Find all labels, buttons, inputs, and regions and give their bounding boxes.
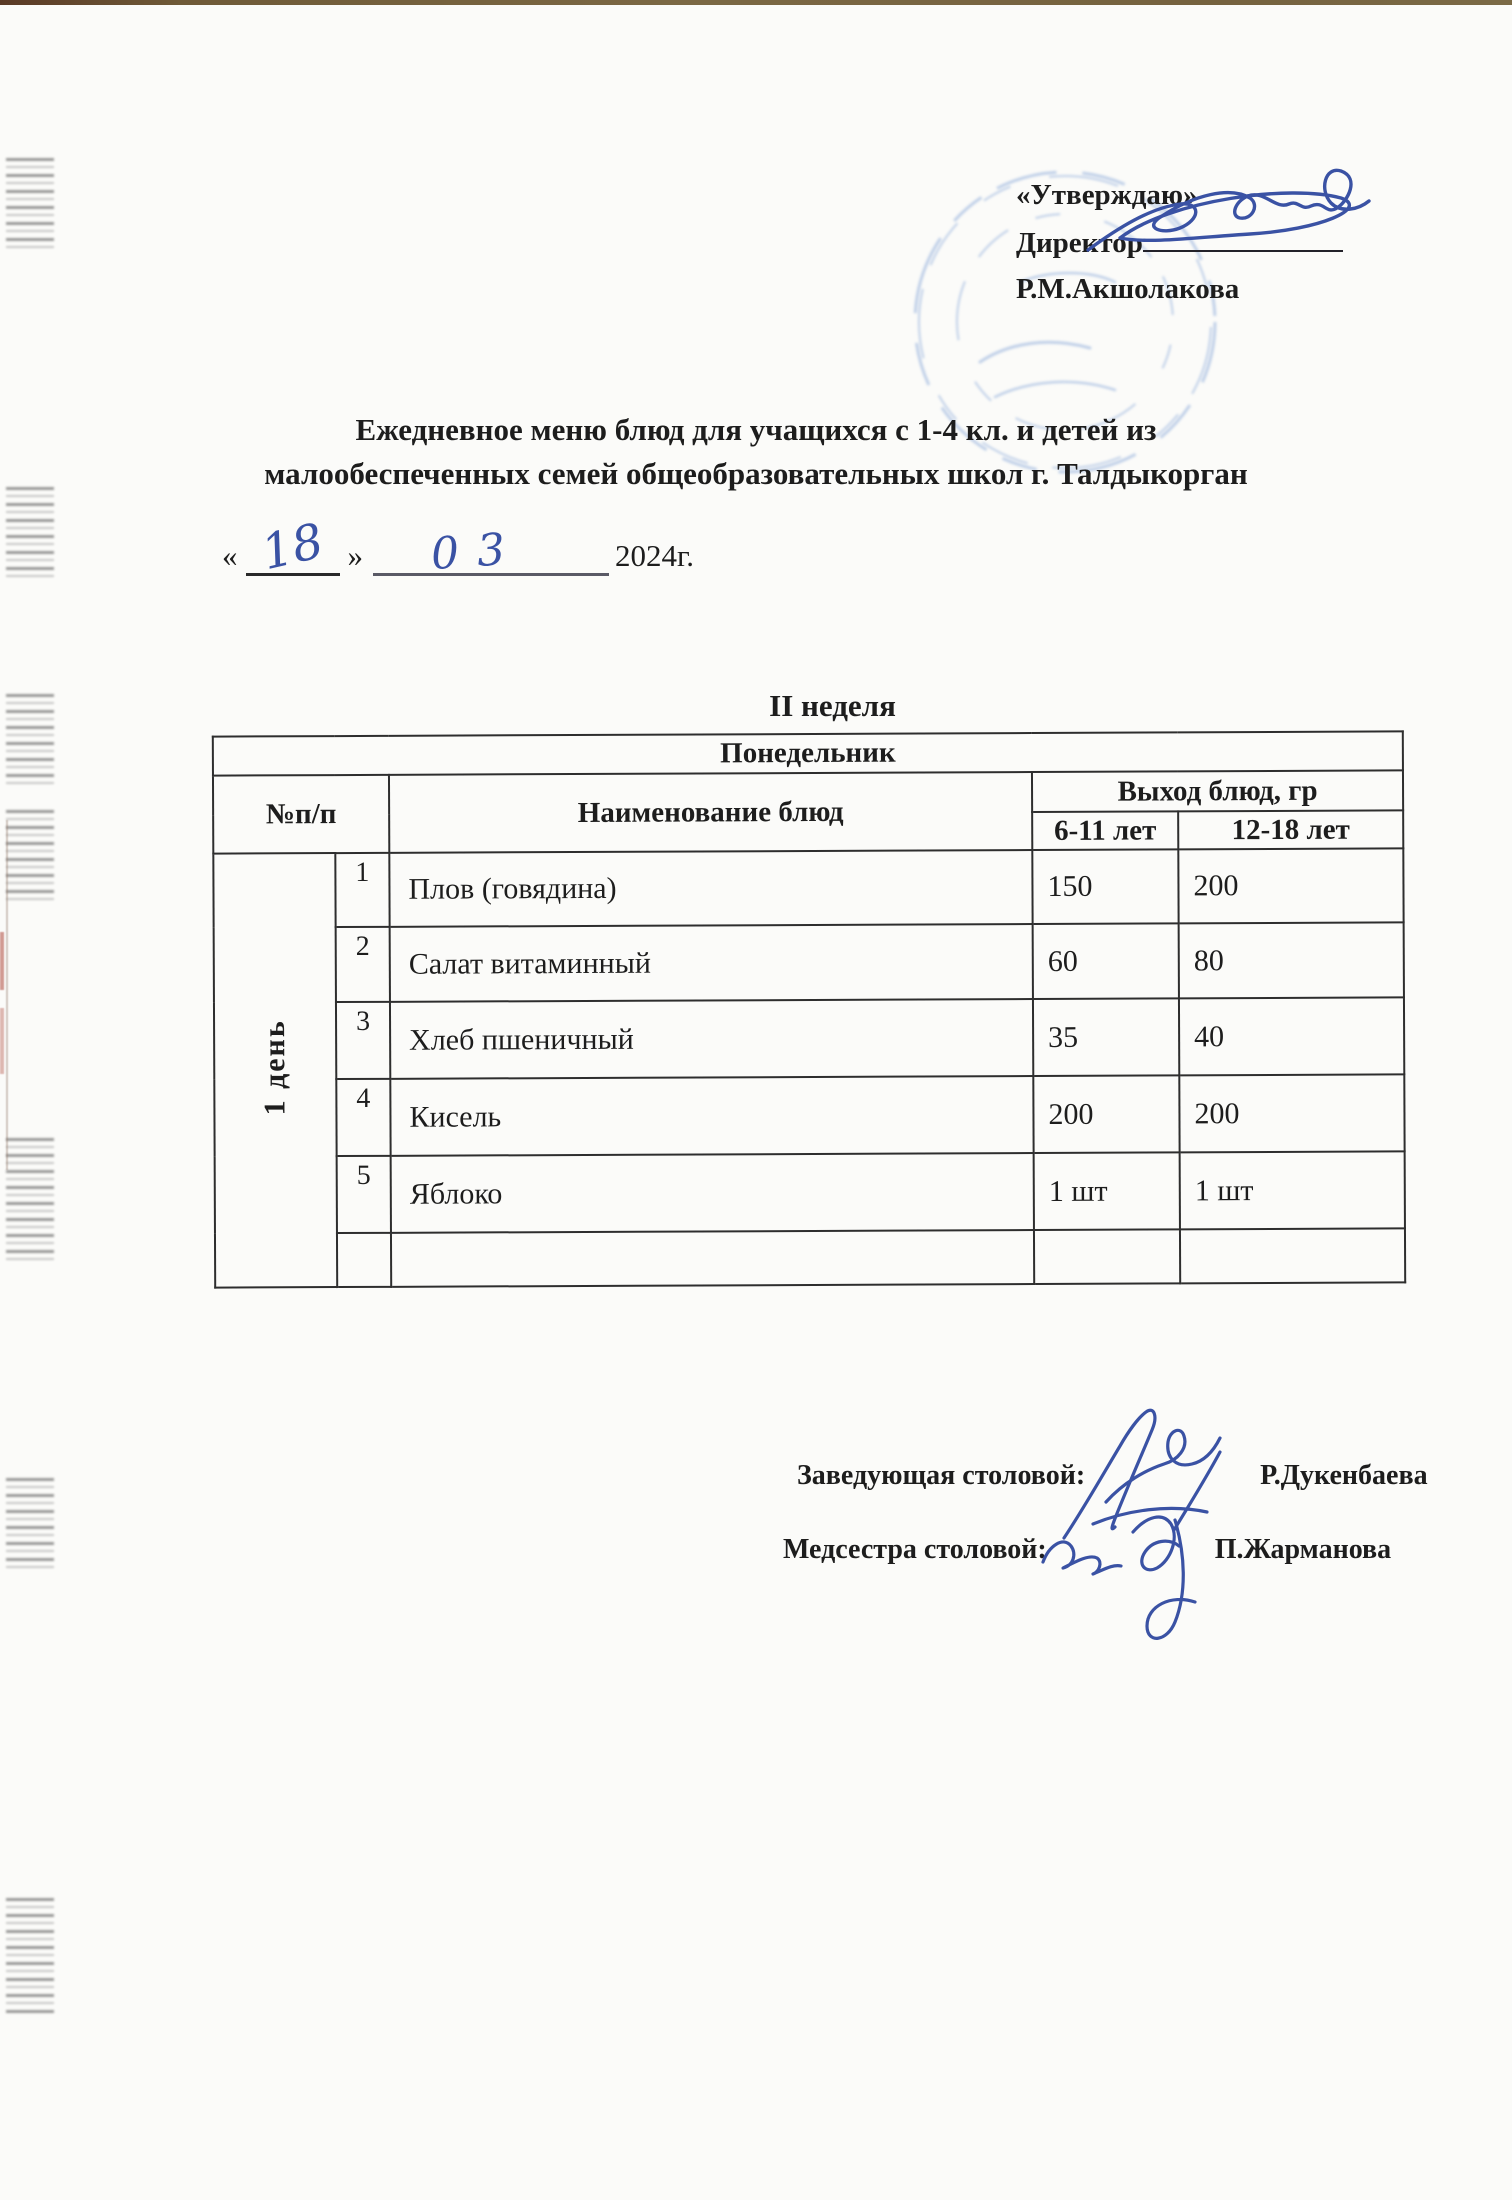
col-header-yield: Выход блюд, гр [1032, 770, 1403, 812]
table-row [214, 922, 1404, 1002]
yield-12-18-cell [1180, 1228, 1405, 1283]
yield-6-11-cell [1034, 1229, 1180, 1284]
yield-12-18-cell: 200 [1179, 1074, 1404, 1152]
row-number-cell: 4 [336, 1079, 390, 1156]
signature-role: Медсестра столовой: [783, 1534, 1047, 1565]
scan-top-edge [0, 0, 1512, 5]
yield-6-11-cell: 60 [1033, 923, 1179, 999]
yield-12-18-cell: 200 [1178, 848, 1403, 923]
scan-binding-artifact [6, 158, 54, 254]
approval-name: Р.М.Акшолакова [1016, 273, 1240, 305]
signature-row-nurse [783, 1520, 1391, 1580]
scan-binding-artifact [6, 1898, 54, 2016]
row-number-cell: 1 [335, 853, 389, 927]
approval-role: Директор [1016, 227, 1143, 259]
col-header-number: №п/п [213, 775, 389, 854]
dish-name-cell: Яблоко [391, 1153, 1034, 1233]
yield-6-11-cell: 1 шт [1034, 1152, 1180, 1230]
row-number-cell: 3 [336, 1002, 390, 1079]
document-title [111, 408, 1401, 496]
dish-name-cell: Салат витаминный [390, 924, 1033, 1002]
date-line [222, 512, 694, 582]
document-title-line1: Ежедневное меню блюд для учащихся с 1-4 кл. и детей из [355, 412, 1157, 447]
day-label: 1 день [258, 1019, 292, 1116]
day-label-cell [213, 853, 337, 1288]
approval-role-line [1016, 218, 1343, 266]
scan-red-mark [0, 1008, 4, 1074]
yield-6-11-cell: 35 [1033, 998, 1179, 1076]
scan-binding-artifact [6, 487, 54, 577]
table-row [215, 1151, 1405, 1233]
signature-name: Р.Дукенбаева [1260, 1460, 1428, 1491]
scan-binding-artifact [6, 810, 54, 902]
date-month-underline [373, 522, 609, 581]
handwritten-month: 03 [429, 522, 525, 581]
date-day-underline [246, 512, 340, 582]
row-number-cell [337, 1233, 391, 1287]
scan-binding-artifact [6, 694, 54, 786]
signature-name: П.Жарманова [1214, 1534, 1392, 1565]
yield-6-11-cell: 150 [1032, 849, 1178, 924]
table-row [215, 1228, 1405, 1287]
row-number-cell: 2 [336, 927, 390, 1002]
row-number-cell: 5 [337, 1156, 391, 1233]
approval-block [1016, 172, 1343, 312]
menu-table [212, 730, 1406, 1288]
document-title-line2: малообеспеченных семей общеобразовательных школ г. Талдыкорган [264, 456, 1248, 491]
handwritten-day: 18 [255, 512, 329, 582]
scan-binding-artifact [6, 1478, 54, 1572]
nurse-signature [1035, 1474, 1235, 1649]
yield-12-18-cell: 80 [1179, 922, 1404, 998]
day-of-week-header: Понедельник [213, 731, 1403, 775]
director-signature [1078, 158, 1378, 278]
col-header-age-6-11: 6-11 лет [1032, 811, 1178, 850]
table-row [214, 997, 1404, 1079]
week-heading: II неделя [769, 688, 896, 723]
yield-12-18-cell: 40 [1179, 997, 1404, 1075]
date-open-quote: « [222, 538, 238, 573]
signature-role: Заведующая столовой: [797, 1460, 1086, 1491]
dish-name-cell: Хлеб пшеничный [390, 999, 1033, 1079]
scan-edge-line [6, 820, 8, 1170]
yield-6-11-cell: 200 [1033, 1075, 1179, 1153]
col-header-age-12-18: 12-18 лет [1178, 810, 1403, 849]
date-close-quote: » [347, 538, 363, 573]
approval-quote: «Утверждаю» [1016, 179, 1198, 211]
yield-12-18-cell: 1 шт [1180, 1151, 1405, 1229]
scan-red-mark [0, 932, 4, 990]
table-row [214, 1074, 1404, 1156]
dish-name-cell: Плов (говядина) [389, 850, 1032, 927]
dish-name-cell: Кисель [390, 1076, 1033, 1156]
table-row [213, 848, 1403, 927]
date-year: 2024г. [615, 538, 694, 573]
dish-name-cell [391, 1230, 1034, 1287]
scan-binding-artifact [6, 1138, 54, 1264]
col-header-dish: Наименование блюд [389, 772, 1032, 853]
